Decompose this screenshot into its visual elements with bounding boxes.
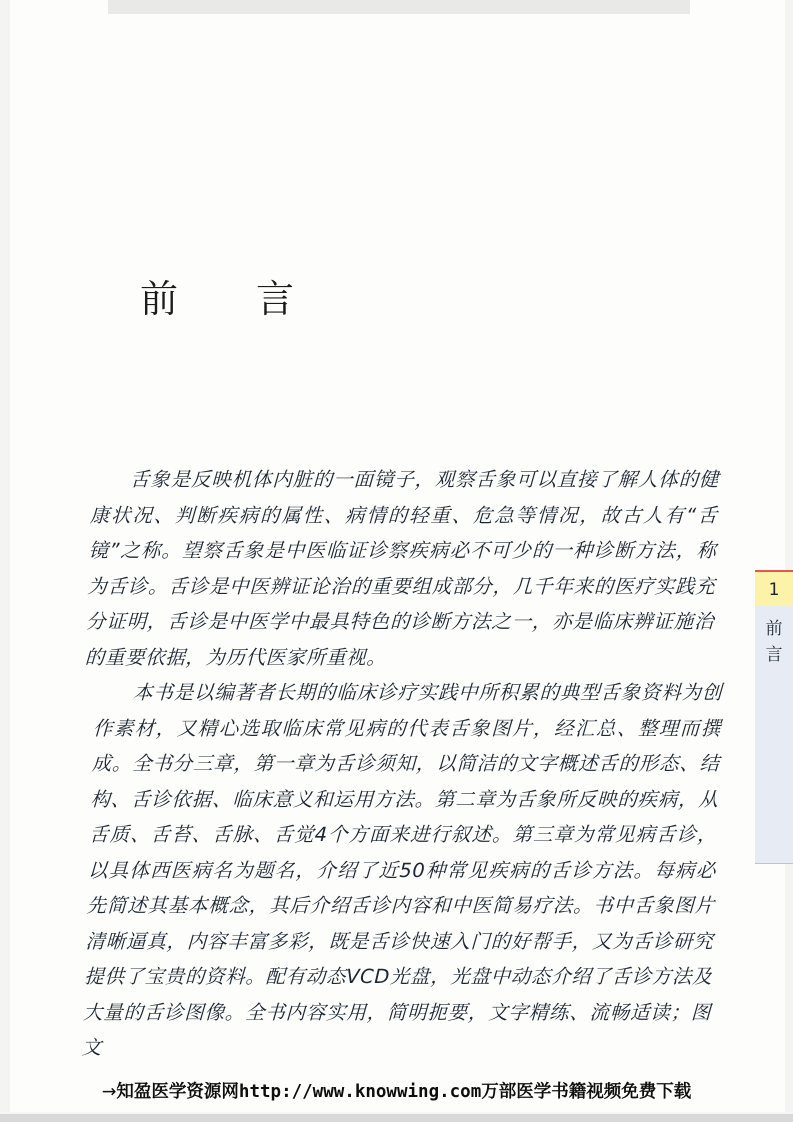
arrow-icon: → <box>101 1082 117 1102</box>
viewer-bottom-strip <box>0 1114 793 1122</box>
scan-edge-left <box>0 0 10 1122</box>
footer-site-text: 知盈医学资源网http://www.knowwing.com <box>116 1082 482 1102</box>
footer-watermark <box>0 1078 793 1103</box>
page-side-tab <box>755 570 793 870</box>
body-text <box>81 462 723 1066</box>
side-tab-label-char-1: 前 <box>765 619 783 639</box>
scan-edge-right <box>785 0 793 1122</box>
side-tab-label <box>755 606 793 864</box>
footer-tail-text: 万部医学书籍视频免费下载 <box>481 1082 692 1102</box>
page-number-badge: 1 <box>755 570 793 610</box>
side-tab-label-char-2: 言 <box>765 645 783 665</box>
paragraph-2: 本书是以编著者长期的临床诊疗实践中所积累的典型舌象资料为创作素材，又精心选取临床常见病的代表舌象图片，经汇总、整理而撰成。全书分三章，第一章为舌诊须知，以简洁的文字概述舌的形态、结构、舌诊依据、临床意义和运用方法。第二章为舌象所反映的疾病，从舌质、舌苔、舌脉、舌觉4个方面来进行叙述。第三章为常见病舌诊，以具体西医病名为题名，介绍了近50种常见疾病的舌诊方法。每病必先简述其基本概念，其后介绍舌诊内容和中医简易疗法。书中舌象图片清晰逼真，内容丰富多彩，既是舌诊快速入门的好帮手，又为舌诊研究提供了宝贵的资料。配有动态VCD光盘，光盘中动态介绍了舌诊方法及大量的舌诊图像。全书内容实用，简明扼要，文字精练、流畅适读；图文 <box>81 681 723 1059</box>
paragraph-1: 舌象是反映机体内脏的一面镜子，观察舌象可以直接了解人体的健康状况、判断疾病的属性、病情的轻重、危急等情况，故古人有“舌镜”之称。望察舌象是中医临证诊察疾病必不可少的一种诊断方法，称为舌诊。舌诊是中医辨证论治的重要组成部分，几千年来的医疗实践充分证明，舌诊是中医学中最具特色的诊断方法之一，亦是临床辨证施治的重要依据，为历代医家所重视。 <box>84 468 720 669</box>
page-title: 前 言 <box>140 279 315 321</box>
scan-edge-top <box>108 0 690 14</box>
